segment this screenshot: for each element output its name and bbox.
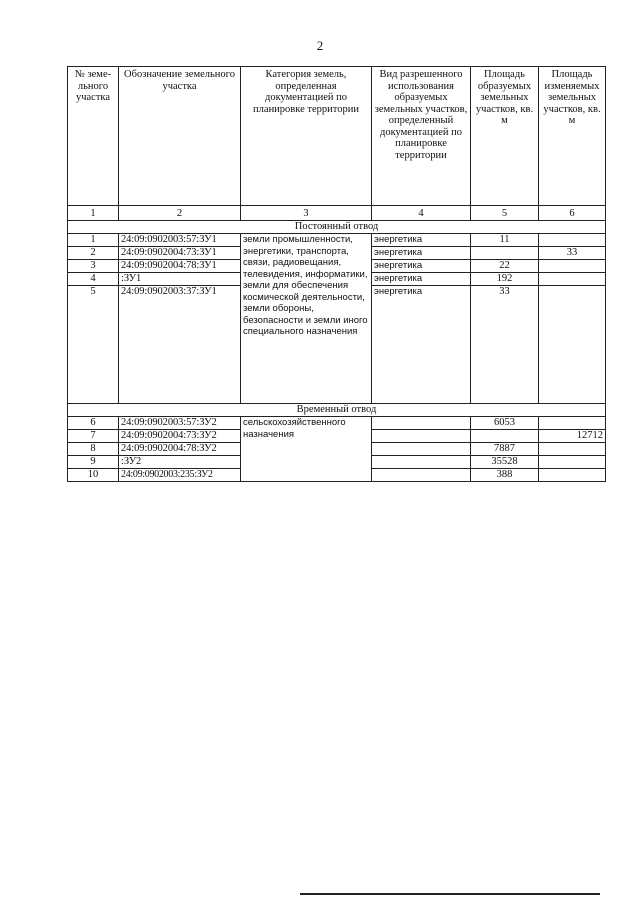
plot-code: :ЗУ1 xyxy=(119,273,241,286)
column-number: 3 xyxy=(241,206,372,221)
area-changed: 12712 xyxy=(539,430,606,443)
land-category: земли промышленности, энергетики, транспорта, связи, радиовещания, телевидения, информатики, земли для обеспечения космической деятельности, земли обороны, безопасности и земли иного специального назначения xyxy=(241,234,372,404)
area-new: 6053 xyxy=(471,417,539,430)
plot-code: 24:09:0902004:73:ЗУ2 xyxy=(119,430,241,443)
permitted-use xyxy=(372,456,471,469)
permitted-use: энергетика xyxy=(372,234,471,247)
area-new: 388 xyxy=(471,469,539,482)
plot-number: 3 xyxy=(68,260,119,273)
permitted-use: энергетика xyxy=(372,286,471,404)
column-number-row xyxy=(68,206,606,221)
section-title: Постоянный отвод xyxy=(68,221,606,234)
area-new: 192 xyxy=(471,273,539,286)
plot-code: 24:09:0902004:78:ЗУ2 xyxy=(119,443,241,456)
area-new: 11 xyxy=(471,234,539,247)
section-title: Временный отвод xyxy=(68,404,606,417)
column-number: 4 xyxy=(372,206,471,221)
permitted-use xyxy=(372,469,471,482)
column-number: 5 xyxy=(471,206,539,221)
area-changed xyxy=(539,443,606,456)
area-changed xyxy=(539,286,606,404)
footer-line xyxy=(300,893,600,895)
plot-number: 2 xyxy=(68,247,119,260)
column-number: 6 xyxy=(539,206,606,221)
header-permitted-use: Вид разрешенного использования образуемых земельных участков, определенный документацией по планировке территории xyxy=(372,67,471,206)
header-plot-designation: Обозначение земельного участка xyxy=(119,67,241,206)
permitted-use: энергетика xyxy=(372,273,471,286)
plot-number: 7 xyxy=(68,430,119,443)
land-category: сельскохозяйственного назначения xyxy=(241,417,372,482)
area-changed xyxy=(539,260,606,273)
plot-number: 4 xyxy=(68,273,119,286)
land-plots-table xyxy=(67,66,606,482)
plot-code: :ЗУ2 xyxy=(119,456,241,469)
plot-code: 24:09:0902003:37:ЗУ1 xyxy=(119,286,241,404)
header-row xyxy=(68,67,606,206)
table-row xyxy=(68,417,606,430)
area-changed xyxy=(539,234,606,247)
area-new: 22 xyxy=(471,260,539,273)
area-new: 33 xyxy=(471,286,539,404)
area-changed xyxy=(539,456,606,469)
plot-code: 24:09:0902004:78:ЗУ1 xyxy=(119,260,241,273)
plot-number: 8 xyxy=(68,443,119,456)
permitted-use xyxy=(372,430,471,443)
permitted-use xyxy=(372,443,471,456)
plot-number: 5 xyxy=(68,286,119,404)
area-changed xyxy=(539,273,606,286)
area-changed xyxy=(539,417,606,430)
area-changed xyxy=(539,469,606,482)
plot-code: 24:09:0902003:57:ЗУ2 xyxy=(119,417,241,430)
area-new: 35528 xyxy=(471,456,539,469)
area-new: 7887 xyxy=(471,443,539,456)
header-area-new: Площадь образуемых земельных участков, кв. м xyxy=(471,67,539,206)
area-changed: 33 xyxy=(539,247,606,260)
plot-number: 1 xyxy=(68,234,119,247)
plot-code: 24:09:0902003:57:ЗУ1 xyxy=(119,234,241,247)
plot-number: 10 xyxy=(68,469,119,482)
plot-number: 6 xyxy=(68,417,119,430)
header-plot-number: № земе-льного участка xyxy=(68,67,119,206)
page-number: 2 xyxy=(316,38,324,53)
header-area-changed: Площадь изменяемых земельных участков, кв. м xyxy=(539,67,606,206)
permitted-use: энергетика xyxy=(372,260,471,273)
area-new xyxy=(471,430,539,443)
plot-code: 24:09:0902003:235:ЗУ2 xyxy=(119,469,241,482)
header-land-category: Категория земель, определенная документацией по планировке территории xyxy=(241,67,372,206)
section-row-temporary xyxy=(68,404,606,417)
column-number: 1 xyxy=(68,206,119,221)
area-new xyxy=(471,247,539,260)
column-number: 2 xyxy=(119,206,241,221)
plot-number: 9 xyxy=(68,456,119,469)
plot-code: 24:09:0902004:73:ЗУ1 xyxy=(119,247,241,260)
permitted-use: энергетика xyxy=(372,247,471,260)
table-row xyxy=(68,234,606,247)
section-row-permanent xyxy=(68,221,606,234)
permitted-use xyxy=(372,417,471,430)
